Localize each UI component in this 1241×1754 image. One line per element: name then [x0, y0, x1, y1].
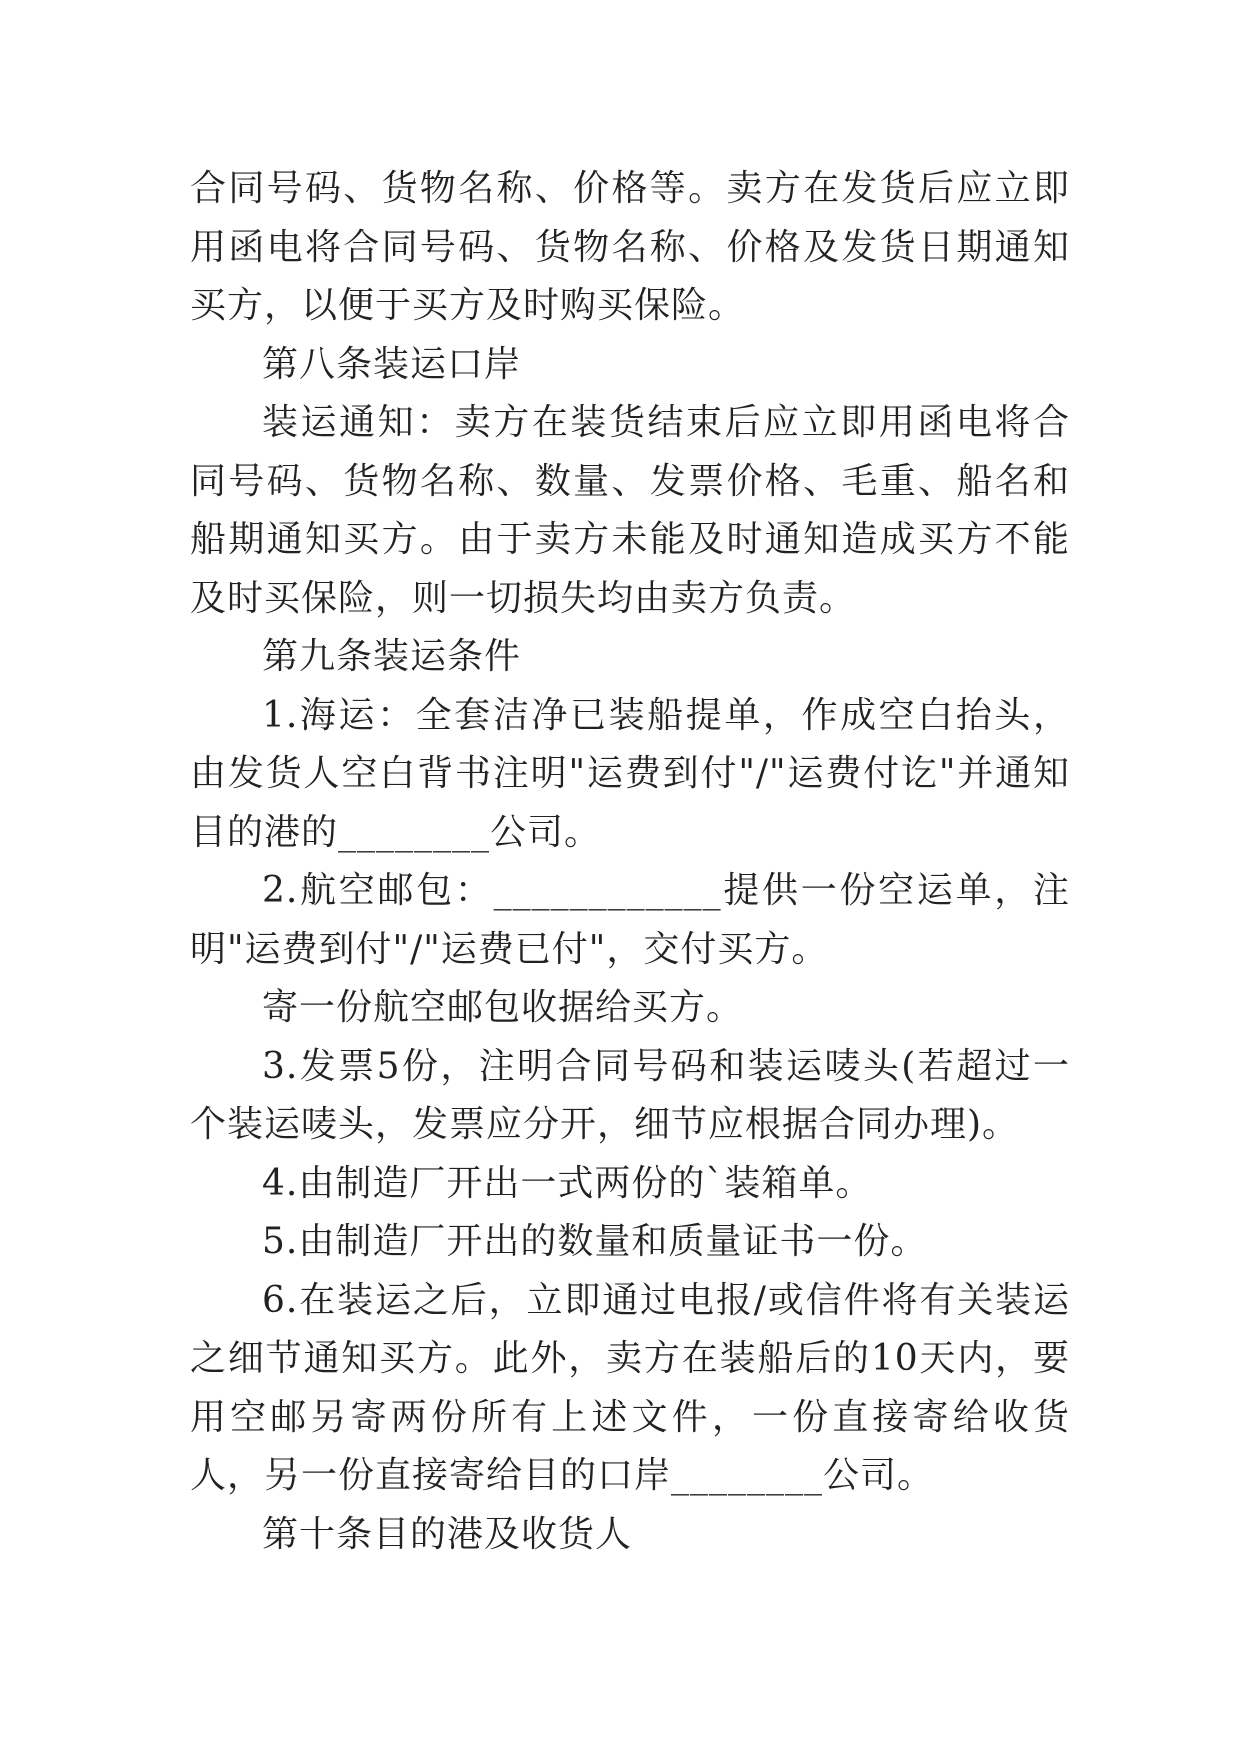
paragraph-item-3-invoice: 3.发票5份，注明合同号码和装运唛头(若超过一个装运唛头，发票应分开，细节应根据合同办理)。	[190, 1045, 1070, 1145]
heading-article-10: 第十条目的港及收货人	[262, 1513, 633, 1555]
paragraph-item-6-notification: 6.在装运之后，立即通过电报/或信件将有关装运之细节通知买方。此外，卖方在装船后的10天内，要用空邮另寄两份所有上述文件，一份直接寄给收货人，另一份直接寄给目的口岸________公司。	[190, 1279, 1070, 1496]
paragraph-shipping-notice: 装运通知：卖方在装货结束后应立即用函电将合同号码、货物名称、数量、发票价格、毛重、船名和船期通知买方。由于卖方未能及时通知造成买方不能及时买保险，则一切损失均由卖方负责。	[190, 402, 1070, 619]
paragraph-air-parcel-receipt: 寄一份航空邮包收据给买方。	[262, 987, 744, 1028]
document-body	[190, 160, 1070, 1564]
paragraph-item-2-air-parcel: 2.航空邮包：____________提供一份空运单，注明"运费到付"/"运费已付"，交付买方。	[190, 870, 1070, 970]
paragraph-item-4-packing-list: 4.由制造厂开出一式两份的`装箱单。	[262, 1162, 873, 1204]
heading-article-8: 第八条装运口岸	[262, 343, 522, 385]
paragraph-item-5-certificate: 5.由制造厂开出的数量和质量证书一份。	[262, 1221, 928, 1262]
paragraph-shipping-notice-continued: 合同号码、货物名称、价格等。卖方在发货后应立即用函电将合同号码、货物名称、价格及发货日期通知买方，以便于买方及时购买保险。	[190, 168, 1070, 326]
paragraph-item-1-sea-transport: 1.海运：全套洁净已装船提单，作成空白抬头，由发货人空白背书注明"运费到付"/"运费付讫"并通知目的港的________公司。	[190, 694, 1070, 853]
heading-article-9: 第九条装运条件	[262, 636, 522, 677]
